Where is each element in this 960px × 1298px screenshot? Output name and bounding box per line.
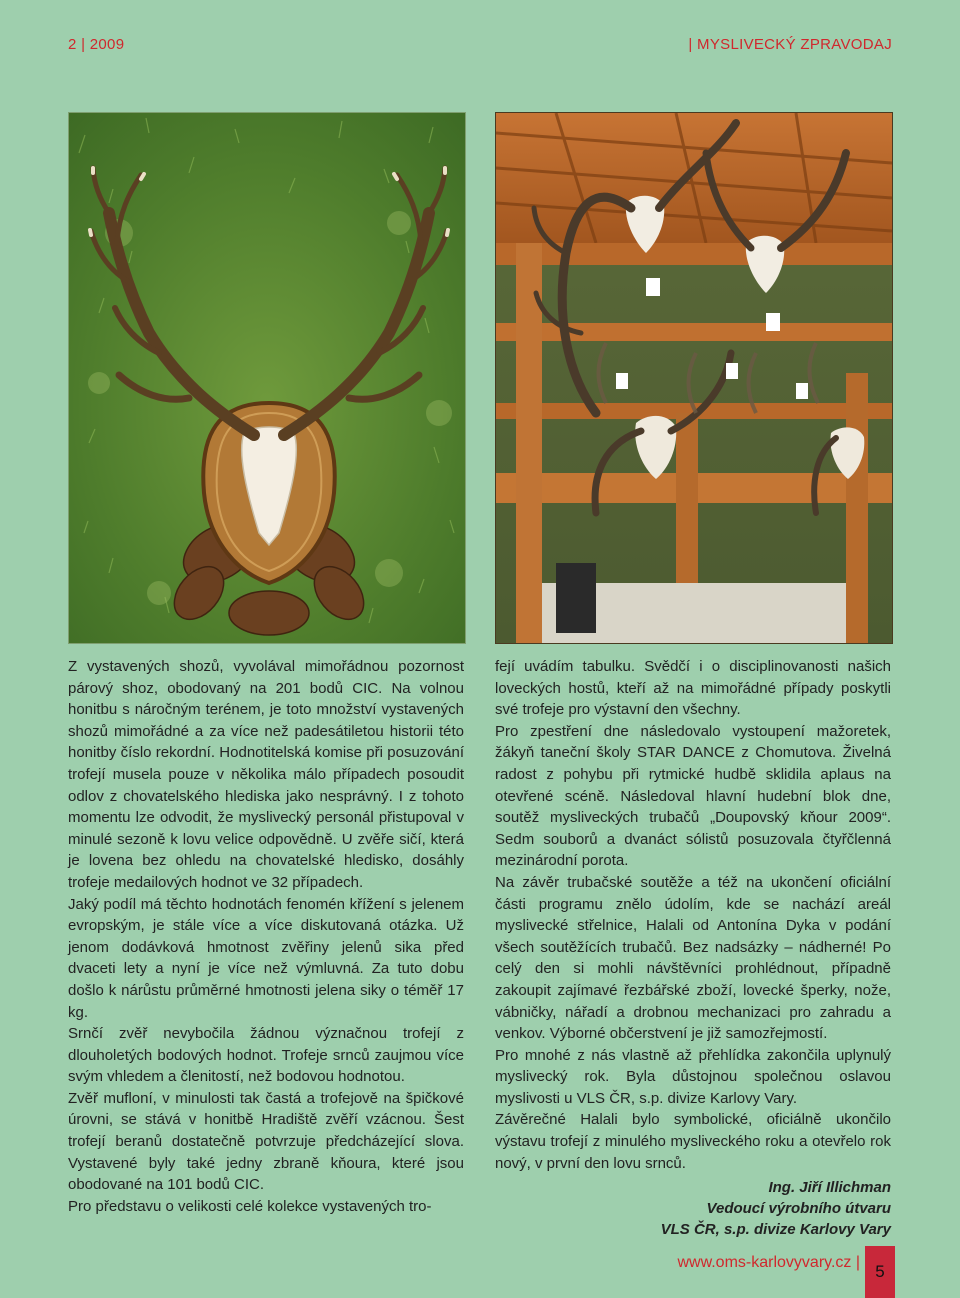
antler-trophy-image [69,113,465,643]
paragraph: Pro mnohé z nás vlastně až přehlídka zakončila uplynulý myslivecký rok. Byla důstojnou společnou oslavou myslivosti u VLS ČR, s.p. divize Karlovy Vary. [495,1046,891,1107]
paragraph: Jaký podíl má těchto hodnotách fenomén křížení s jelenem evropským, je stále více a více diskutovaná otázka. Už jenom dodávková hmotnost zvěřiny jelenů sika před dvaceti lety a nyní je více než výmluvná. Za tuto dobu došlo k nárůstu průměrné hmotnosti jelena siky o téměř 17 kg. [68,895,464,1021]
paragraph: Zvěř mufloní, v minulosti tak častá a trofejově na špičkové úrovni, se stává v honitbě Hradiště zvěří vzácnou. Šest trofejí beranů dostatečně potvrzuje předcházející slova. Vystavené byly také jedny zbraně kňoura, které jsou obodované na 101 bodů CIC. [68,1089,464,1194]
header-magazine-title: | MYSLIVECKÝ ZPRAVODAJ [688,36,892,53]
paragraph: Pro představu o velikosti celé kolekce vystavených tro- [68,1197,432,1215]
author-organization: VLS ČR, s.p. divize Karlovy Vary [660,1221,891,1239]
footer-website-link[interactable]: www.oms-karlovyvary.cz | [677,1254,860,1271]
article-left-column [68,656,464,1217]
paragraph: Závěrečné Halali bylo symbolické, oficiálně ukončilo výstavu trofejí z minulého mysliveckého roku a otevřelo rok nový, v první den lovu srnců. [495,1111,891,1172]
paragraph: Z vystavených shozů, vyvolával mimořádnou pozornost párový shoz, obodovaný na 201 bodů CIC. Na volnou honitbu s náročným terénem, je toto množství vystavených shozů mimořádné a za více než padesátiletou historii této honitby číslo rekordní. Hodnotitelská komise při posuzování trofejí musela pouze v několika málo případech posoudit odlov z chovatelského hlediska jako nesprávný. I z tohoto momentu lze odvodit, že myslivecký personál přistupoval v minulé sezoně k lovu velice odpovědně. U zvěře sičí, která je lovena bez ohledu na chovatelské hledisko, dosáhly trofeje medailových hodnot ve 32 případech. [68,658,464,891]
paragraph: Pro zpestření dne následovalo vystoupení mažoretek, žákyň taneční školy STAR DANCE z Chomutova. Živelná radost z pohybu při rytmické hudbě sklidila aplaus na otevřené scéně. Následoval hlavní hudební blok dne, soutěž mysliveckých trubačů „Doupovský kňour 2009“. Sedm souborů a dvanáct sólistů posuzovala čtyřčlenná mezinárodní porota. [495,722,891,870]
antler-trophy-photo [68,112,466,644]
paragraph: fejí uvádím tabulku. Svědčí i o disciplinovanosti našich loveckých hostů, kteří až na mimořádné případy poskytli své trofeje pro výstavní den všechny. [495,658,891,719]
header-issue: 2 | 2009 [68,36,125,53]
paragraph: Na závěr trubačské soutěže a též na ukončení oficiální části programu znělo údolím, kde se nachází areál myslivecké střelnice, Halali od Antonína Dyka v podání všech soutěžících trubačů. Bez nadsázky – nádherné! Po celý den si mohli návštěvníci prohlédnout, případně zakoupit zajímavé řezbářské zboží, lovecké šperky, nože, vábničky, nářadí a drobnou mechanizaci pro zahradu a venkov. Výborné občerstvení je již samozřejmostí. [495,873,891,1043]
author-signature [495,1177,891,1240]
trophy-exhibition-photo [495,112,893,644]
paragraph: Srnčí zvěř nevybočila žádnou význačnou trofejí z dlouholetých bodových hodnot. Trofeje srnců zaujmou více svým vhledem a členitostí, než bodovou hodnotou. [68,1025,464,1086]
author-role: Vedoucí výrobního útvaru [706,1200,891,1218]
author-name: Ing. Jiří Illichman [768,1179,891,1197]
trophy-exhibition-image [496,113,892,643]
page-number: 5 [865,1246,895,1298]
article-right-column [495,656,891,1240]
